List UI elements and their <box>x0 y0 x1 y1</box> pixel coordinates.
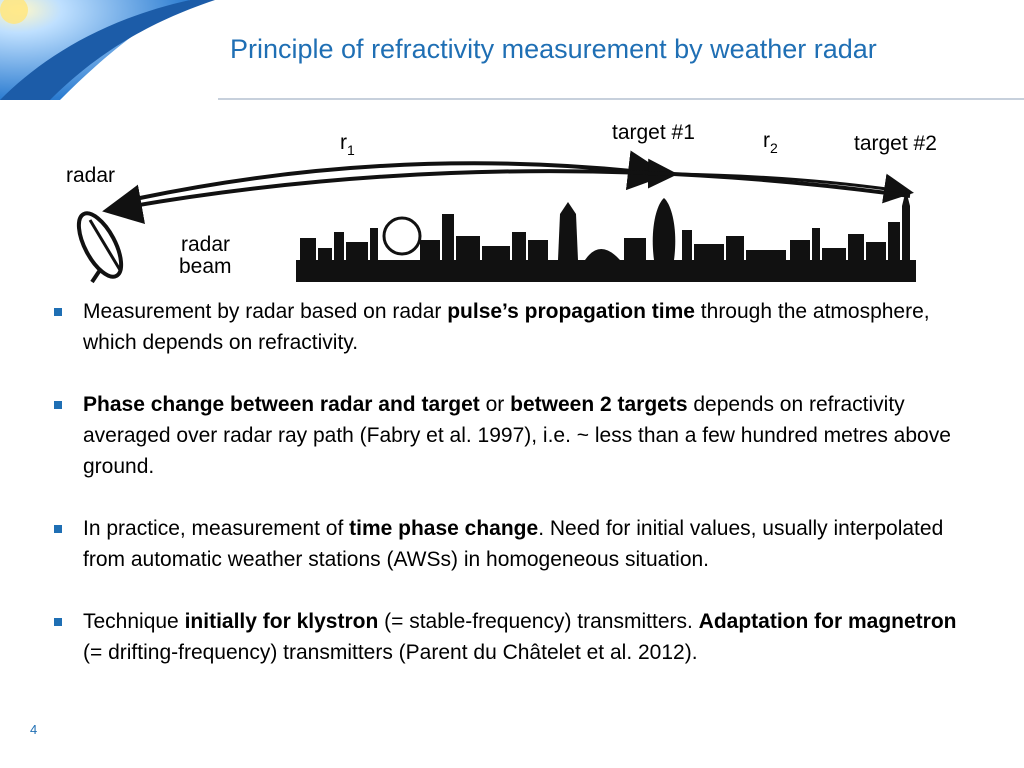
bullet-1-part-3: through the atmosphere, which depends on refractivity. <box>83 300 930 354</box>
r1-base: r <box>340 131 347 154</box>
bullet-4-part-1: Technique <box>83 610 185 633</box>
radar-label: radar <box>66 164 116 187</box>
corner-logo-graphic <box>0 0 215 100</box>
target1-label: target #1 <box>612 121 695 144</box>
bullet-4-part-2: initially for klystron <box>184 610 379 633</box>
bullet-item-2 <box>50 389 980 482</box>
bullet-item-3 <box>50 513 980 575</box>
bullet-4-part-5: (= drifting-frequency) transmitters (Parent du Châtelet et al. 2012). <box>83 641 698 664</box>
city-skyline <box>296 190 916 282</box>
target2-label: target #2 <box>854 132 937 155</box>
r1-label <box>340 131 355 158</box>
bullet-2-part-2: or <box>479 393 511 416</box>
r1-subscript: 1 <box>347 142 355 158</box>
radar-diagram <box>0 110 1024 295</box>
bullet-2-part-1: Phase change between radar and target <box>83 393 480 416</box>
bullet-2-part-3: between 2 targets <box>510 393 688 416</box>
radar-dish-icon <box>70 207 129 283</box>
r2-base: r <box>763 129 770 152</box>
bullet-item-4 <box>50 606 980 668</box>
beam-label-line1: radar <box>181 233 231 256</box>
bullet-2-part-4: depends on refractivity averaged over radar ray path (Fabry et al. 1997), i.e. ~ less than a few hundred metres above ground. <box>83 393 951 478</box>
page-number: 4 <box>30 722 38 737</box>
bullet-list <box>50 296 980 699</box>
r2-label <box>763 129 778 156</box>
return-arrow <box>110 171 910 210</box>
bullet-1-part-1: Measurement by radar based on radar <box>83 300 448 323</box>
bullet-4-part-3: (= stable-frequency) transmitters. <box>378 610 699 633</box>
bullet-item-1 <box>50 296 980 358</box>
slide-title: Principle of refractivity measurement by weather radar <box>230 34 877 64</box>
r2-subscript: 2 <box>770 140 778 156</box>
title-divider <box>218 98 1024 100</box>
beam-label-line2: beam <box>179 255 232 278</box>
bullet-3-part-1: In practice, measurement of <box>83 517 350 540</box>
bullet-1-part-2: pulse’s propagation time <box>447 300 695 323</box>
bullet-4-part-4: Adaptation for magnetron <box>698 610 957 633</box>
bullet-3-part-3: . Need for initial values, usually interpolated from automatic weather stations (AWSs) in homogeneous situation. <box>83 517 944 571</box>
bullet-3-part-2: time phase change <box>349 517 539 540</box>
